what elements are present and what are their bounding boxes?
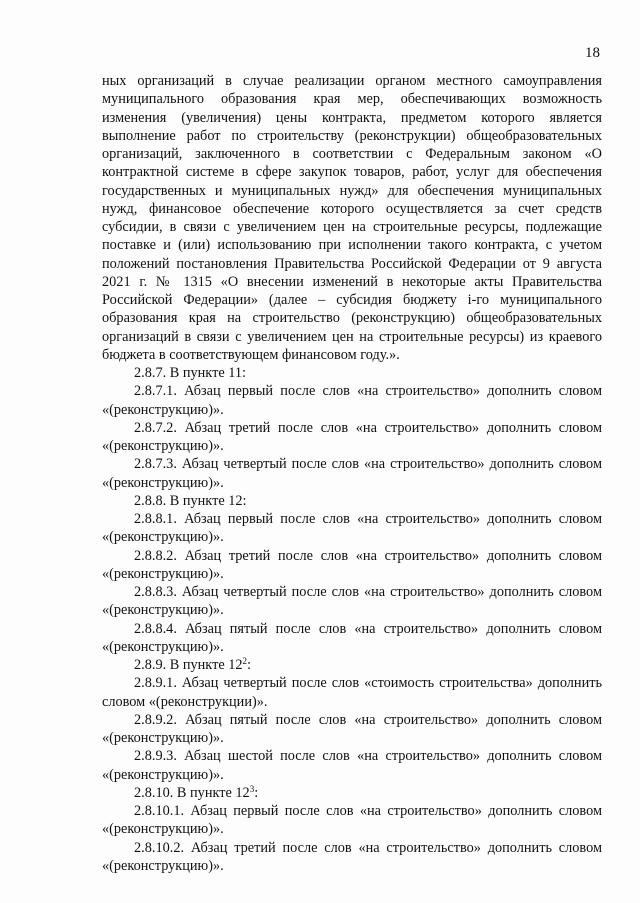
clause-2-8-7-3 (102, 455, 602, 492)
clause-2-8-9 (102, 656, 602, 674)
clause-text: Абзац четвертый после слов «на строительство» дополнить словом «(реконструкцию)». (102, 584, 602, 619)
clause-number: 2.8.7.3. (134, 456, 177, 473)
clause-text: Абзац первый после слов «на строительство» дополнить словом «(реконструкцию)». (102, 383, 602, 418)
clause-number: 2.8.7. (134, 365, 167, 381)
clause-2-8-8 (102, 492, 602, 510)
clause-number: 2.8.9.2. (134, 711, 177, 728)
clause-2-8-10-1 (102, 802, 602, 839)
clause-2-8-10-2 (102, 839, 602, 876)
clause-tail: : (247, 657, 252, 673)
clause-2-8-9-3 (102, 747, 602, 784)
clause-number: 2.8.10. (134, 784, 174, 801)
clause-text: В пункте 12 (169, 657, 243, 673)
clause-2-8-8-3 (102, 583, 602, 620)
clause-number: 2.8.10.2. (134, 839, 185, 856)
clause-text: Абзац третий после слов «на строительство» дополнить словом «(реконструкцию)». (102, 547, 602, 582)
clause-text: Абзац первый после слов «на строительство» дополнить словом «(реконструкцию)». (102, 511, 602, 546)
superscript: 2 (242, 656, 248, 666)
clause-2-8-8-2 (102, 547, 602, 584)
clause-text: В пункте 12 (176, 784, 250, 801)
clause-text: Абзац первый после слов «на строительство» дополнить словом «(реконструкцию)». (102, 803, 602, 838)
clause-number: 2.8.7.2. (134, 419, 177, 436)
clause-number: 2.8.8.1. (134, 511, 177, 527)
clause-2-8-9-2 (102, 711, 602, 748)
clause-number: 2.8.7.1. (134, 383, 177, 400)
document-body (102, 72, 602, 875)
superscript: 3 (249, 783, 255, 794)
clause-text: Абзац пятый после слов «на строительство» дополнить словом «(реконструкцию)». (102, 711, 602, 746)
clause-number: 2.8.9. (134, 657, 167, 673)
clause-number: 2.8.9.3. (134, 748, 177, 765)
clause-tail: : (254, 784, 259, 801)
clause-text: Абзац четвертый после слов «стоимость строительства» дополнить словом «(реконструкции)». (102, 675, 602, 710)
intro-paragraph: ных организаций в случае реализации органом местного самоуправления муниципального образования края мер, обеспечивающих возможность изменения (увеличения) цены контракта, предметом которого является выполнение работ по строительству (реконструкции) общеобразовательных организаций, заключенного в соответствии с Федеральным законом «О контрактной системе в сфере закупок товаров, работ, услуг для обеспечения государственных и муниципальных нужд» для обеспечения муниципальных нужд, финансовое обеспечение которого осуществляется за счет средств субсидии, в связи с увеличением цен на строительные ресурсы, подлежащие поставке и (или) использованию при исполнении такого контракта, с учетом положений постановления Правительства Российской Федерации от 9 августа 2021 г. № 1315 «О внесении изменений в некоторые акты Правительства Российской Федерации» (далее – субсидия бюджету i-го муниципального образования края на строительство (реконструкцию) общеобразовательных организаций в связи с увеличением цен на строительные ресурсы) из краевого бюджета в соответствующем финансовом году.». (102, 73, 602, 363)
clause-2-8-8-1 (102, 510, 602, 547)
page-number: 18 (585, 45, 600, 61)
clause-2-8-8-4 (102, 620, 602, 657)
clause-text: Абзац пятый после слов «на строительство» дополнить словом «(реконструкцию)». (102, 620, 602, 655)
clause-number: 2.8.9.1. (134, 675, 177, 692)
clause-number: 2.8.8.4. (134, 620, 177, 637)
clause-number: 2.8.8.3. (134, 584, 177, 600)
clause-number: 2.8.8. (134, 492, 167, 509)
clause-text: В пункте 11: (169, 365, 246, 381)
clause-text: Абзац шестой после слов «на строительство» дополнить словом «(реконструкцию)». (102, 748, 602, 783)
clause-2-8-7-1 (102, 382, 602, 419)
clause-2-8-7-2 (102, 419, 602, 456)
clause-text: Абзац третий после слов «на строительство» дополнить словом «(реконструкцию)». (102, 839, 602, 874)
clause-text: Абзац четвертый после слов «на строительство» дополнить словом «(реконструкцию)». (102, 456, 602, 491)
clause-number: 2.8.10.1. (134, 803, 185, 819)
clause-number: 2.8.8.2. (134, 547, 177, 564)
clause-2-8-7 (102, 364, 602, 382)
clause-text: В пункте 12: (169, 492, 247, 509)
clause-2-8-9-1 (102, 674, 602, 711)
clause-2-8-10 (102, 784, 602, 802)
clause-text: Абзац третий после слов «на строительство» дополнить словом «(реконструкцию)». (102, 419, 602, 454)
